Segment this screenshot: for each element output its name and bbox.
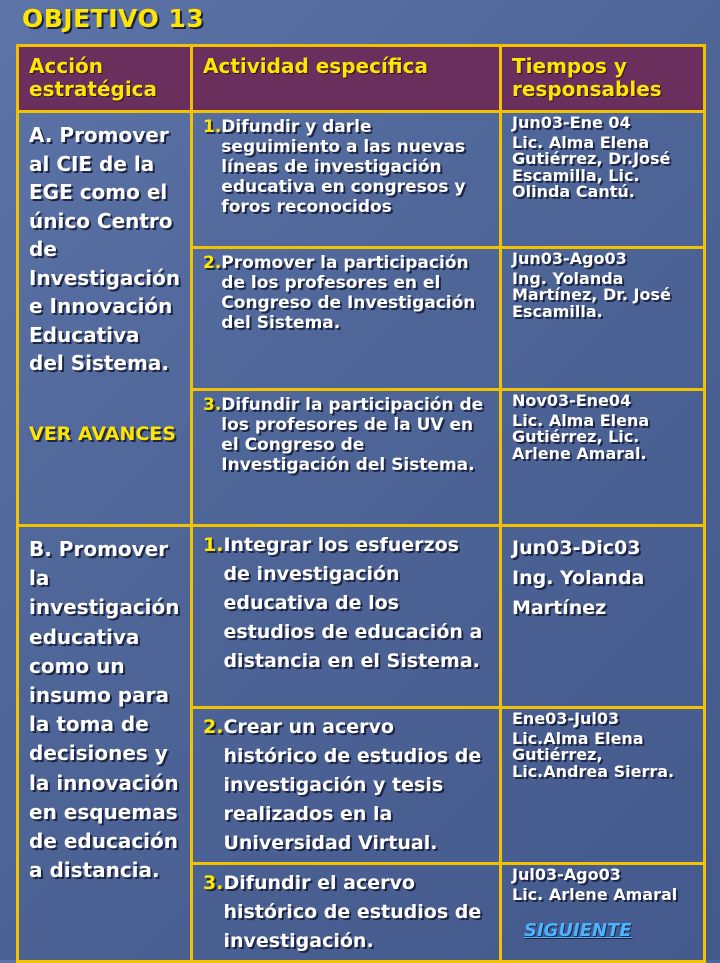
timeline-responsible: Lic. Arlene Amaral <box>512 884 678 904</box>
timeline-cell <box>501 864 705 962</box>
timeline-responsible: Ing. Yolanda Martínez, Dr. José Escamilla. <box>512 268 671 321</box>
timeline-date: Jun03-Ago03 <box>512 249 627 268</box>
header-row <box>18 46 705 112</box>
activity-cell <box>192 248 501 390</box>
timeline-responsible: Lic. Alma Elena Gutiérrez, Lic. Arlene Amaral. <box>512 410 650 463</box>
timeline-cell <box>501 390 705 526</box>
timeline-date: Jul03-Ago03 <box>512 865 621 884</box>
action-text: A. Promover al CIE de la EGE como el único Centro de Investigación e Innovación Educativa del Sistema. <box>29 123 181 375</box>
activity-number: 3. <box>203 395 222 415</box>
siguiente-link[interactable]: SIGUIENTE <box>524 920 632 941</box>
activity-number: 1. <box>203 534 224 556</box>
timeline-cell <box>501 526 705 708</box>
timeline-date: Nov03-Ene04 <box>512 391 632 410</box>
table-row <box>18 526 705 708</box>
strategic-action-b <box>18 526 192 962</box>
activity-number: 1. <box>203 117 222 137</box>
activity-cell <box>192 708 501 864</box>
activity-text: Integrar los esfuerzos de investigación educativa de los estudios de educación a distancia en el Sistema. <box>223 534 483 672</box>
objectives-table <box>16 44 706 963</box>
timeline-responsible: Lic. Alma Elena Gutiérrez, Dr.José Escamilla, Lic. Olinda Cantú. <box>512 132 671 201</box>
activity-cell <box>192 390 501 526</box>
activity-text: Difundir la participación de los profesores de la UV en el Congreso de Investigación del Sistema. <box>221 395 484 475</box>
activity-text: Difundir el acervo histórico de estudios de investigación. <box>223 872 482 952</box>
activity-cell <box>192 526 501 708</box>
timeline-date: Jun03-Ene 04 <box>512 113 631 132</box>
timeline-responsible: Lic.Alma Elena Gutiérrez, Lic.Andrea Sierra. <box>512 728 675 781</box>
page-title: OBJETIVO 13 <box>22 4 205 33</box>
activity-number: 3. <box>203 872 224 894</box>
action-text: B. Promover la investigación educativa como un insumo para la toma de decisiones y la innovación en esquemas de educación a distancia. <box>29 537 180 883</box>
header-accion: Acción estratégica <box>18 46 192 112</box>
activity-text: Promover la participación de los profesores en el Congreso de Investigación del Sistema. <box>221 253 476 333</box>
activity-number: 2. <box>203 716 224 738</box>
strategic-action-a <box>18 112 192 526</box>
activity-cell <box>192 112 501 248</box>
timeline-responsible: Ing. Yolanda Martínez <box>512 567 645 619</box>
header-tiempos: Tiempos y responsables <box>501 46 705 112</box>
activity-text: Crear un acervo histórico de estudios de investigación y tesis realizados en la Universidad Virtual. <box>223 716 482 854</box>
timeline-cell <box>501 112 705 248</box>
timeline-date: Jun03-Dic03 <box>512 537 641 559</box>
timeline-date: Ene03-Jul03 <box>512 709 620 728</box>
activity-number: 2. <box>203 253 222 273</box>
table-row <box>18 112 705 248</box>
timeline-cell <box>501 708 705 864</box>
ver-avances-link[interactable]: VER AVANCES <box>29 422 176 445</box>
timeline-cell <box>501 248 705 390</box>
activity-text: Difundir y darle seguimiento a las nuevas líneas de investigación educativa en congresos y foros reconocidos <box>221 117 466 217</box>
activity-cell <box>192 864 501 962</box>
header-actividad: Actividad específica <box>192 46 501 112</box>
